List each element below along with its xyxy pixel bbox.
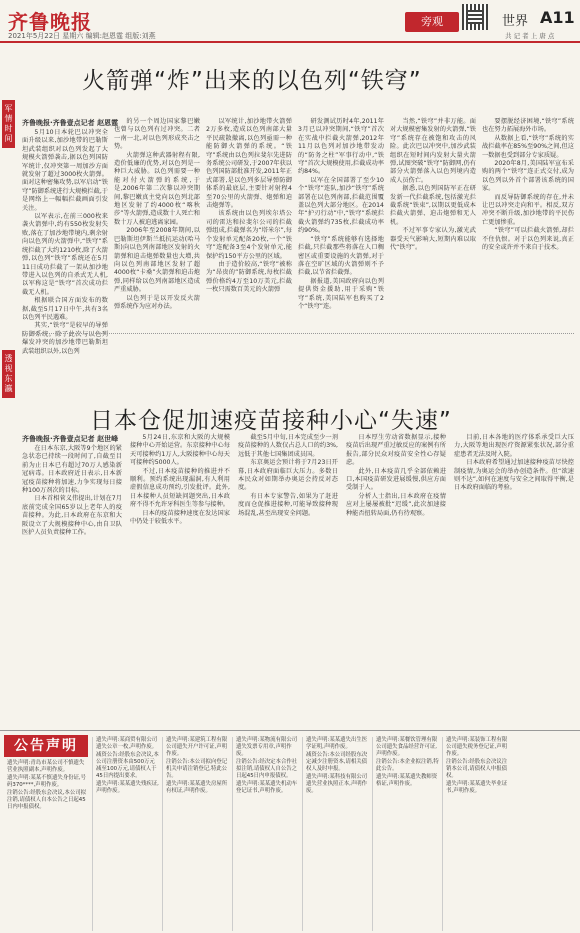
article2-col5: 目前,日本各地的医疗体系承受巨大压力,大阪等地出现医疗资源紧张状况,部分重症患者无法及时入院。 日本政府希望通过加速接种疫苗尽快控制疫情,为奥运会的举办创造条件。但“欲速则不达”,如何在速度与安全之间取得平衡,是日本政府面临的考验。 [454,434,574,492]
article2-col1: 在日本东京,大阪等9个地区的紧急状态已持续一段时间了,自截至目前为止日本已有超过70万人感染新冠病毒。日本政府近日表示,日本新冠疫苗接种将加速,力争实现每日接种100万剂次的目标。 日本首相菅义伟提出,计划在7月底前完成全国65岁以上老年人的疫苗接种。为此,日本政府在东京和大阪设立了大规模接种中心,由自卫队医护人员负责接种工作。 [22,445,122,537]
header-rule [0,41,580,43]
column-tag: 旁观 [405,12,459,32]
notice-col-1: 遗失声明:某商贸有限公司遗失公章一枚,声明作废。 减资公告:经股东会决议,本公司注册资本由500万元减至100万元,请债权人于45日内提出要求。 遗失声明:某某遗失残疾证,声明作废。 [92,737,160,931]
notice-col-3: 遗失声明:某物流有限公司遗失发票专用章,声明作废。 注销公告:经决定本合作社拟注销,请债权人自公告之日起45日内申报债权。 遗失声明:某某遗失机动车登记证书,声明作废。 [232,737,300,931]
notice-col-6: 遗失声明:某装饰工程有限公司遗失税务登记证,声明作废。 注销公告:经股东会决议注销本公司,请债权人申报债权。 遗失声明:某某遗失毕业证书,声明作废。 [442,737,510,931]
article1-headline: 火箭弹“炸”出来的以色列“铁穹” [82,68,422,94]
section-name: 世界 [502,14,529,29]
side-tag-japan: 透视东瀛 [2,350,15,398]
notice-col-2: 遗失声明:某建筑工程有限公司遗失开户许可证,声明作废。 注销公告:本公司拟向登记机关申请注销登记,特此公告。 遗失声明:某某遗失房屋所有权证,声明作废。 [162,737,230,931]
newspaper-logo: 齐鲁晚报 [8,10,92,34]
article1-col5: 当然,“铁穹”并非万能。面对大规模密集发射的火箭弹,“铁穹”系统存在被饱和攻击的风险。此次巴以冲突中,加沙武装组织在短时间内发射大量火箭弹,试图突破“铁穹”防御网,仍有部分火箭弹落入以色列境内造成人员伤亡。 据悉,以色列国防军正在研发新一代拦截系统,包括激光拦截系统“铁束”,以期以更低成本拦截火箭弹、迫击炮弹和无人机。 不过军事专家认为,激光武器受天气影响大,短期内难以取代“铁穹”。 [390,118,476,252]
header-sub: 共 记 者 上 唐 点 [505,32,555,40]
notice-col-4: 遗失声明:某某遗失出生医学证明,声明作废。 减资公告:本公司经股东决定减少注册资本,请相关债权人及时申报。 遗失声明:某科技有限公司遗失营业执照正本,声明作废。 [302,737,370,931]
article2-col3: 截至5月中旬,日本完成至少一剂疫苗接种的人数仅占总人口的约3%,远低于其他七国集团成员国。 东京奥运会预计将于7月23日开幕,日本政府面临巨大压力。多数日本民众对如期举办奥运会持反对态度。 有日本专家警告,如果为了赶进度而仓促推进接种,可能导致接种现场混乱,甚至出现安全问题。 [238,434,338,517]
article1-col3: 以军统计,加沙地带火箭弹2万多枚,造成以色列南部大量平民疏散撤离,以色列亟需一种能防御火箭弹的系统。“铁穹”系统由以色列拉斐尔先进防务系统公司研发,于2007年获以色列国防部批准开发,2011年正式部署,是以色列多层导弹防御体系的最底层,主要针对射程4至70公里的火箭弹、炮弹和迫击炮弹等。 该系统由以色列埃尔塔公司的雷达和拉斐尔公司的拦截弹组成,拦截弹名为“塔米尔”,每个发射单元配备20枚,一个“铁穹”连配备3至4个发射单元,能保护约150平方公里的区域。 由于造价较高,“铁穹”被称为“昂贵的”防御系统,每枚拦截弹价格约4万至10万美元,拦截一枚只需数百美元的火箭弹 [206,118,292,294]
side-tag-military: 军情时间 [2,100,15,148]
notice-col-0: 遗失声明:青岛市某公司不慎遗失营业执照副本,声明作废。 遗失声明:某某不慎遗失身份证,号码370****,声明作废。 注销公告:经股东会决议,本公司拟注销,请债权人自本公告之日起45日内申报债权。 [7,760,86,810]
article-divider [22,333,574,335]
article1-col2: 的另一个周边国家黎巴嫩也曾与以色列有过冲突。二者一南一北,对以色列形成夹击之势。 火箭弹这种武器射程有限,造价低廉的优势,对以色列是一种巨大威胁。以色列需要一种能对付火箭弹的系统,于是,2006年第二次黎以冲突期间,黎巴嫩真主党向以色列北部地区发射了约4000枚“喀秋莎”等火箭弹,造成数十人死亡和数十万人被迫逃离家园。 2006年至2008年期间,以巴勒斯坦伊斯兰抵抗运动(哈马斯)向以色列南部地区发射的火箭弹和迫击炮弹数量也大增,共向以色列南部地区发射了超4000枚“卡桑”火箭弹和迫击炮弹,同样给以色列南部地区造成严重威胁。 以色列于是以开发反火箭弹系统作为应对办法。 [114,118,200,310]
notice-divider [0,730,580,732]
page-number: A11 [540,8,575,27]
notice-col-5: 遗失声明:某餐饮管理有限公司遗失食品经营许可证,声明作废。 注销公告:本企业拟注销,特此公告。 遗失声明:某某遗失教师资格证,声明作废。 [372,737,440,931]
page-header [0,0,580,42]
article2-headline: 日本仓促加速疫苗接种小心“失速” [90,408,452,434]
notice-title: 公告声明 [4,735,88,757]
article2-col4: 日本厚生劳动省数据显示,接种疫苗后出现严重过敏反应的案例有所报告,部分民众对疫苗安全性心存疑虑。 此外,日本疫苗几乎全部依赖进口,本国疫苗研发进展缓慢,供应方面受制于人。 分析人士指出,日本政府在疫情应对上屡屡被批“迟缓”,此次加速接种能否扭转局面,仍有待观察。 [346,434,446,517]
dateline: 2021年5月22日 星期六 编辑:赵恩霆 组版:刘燕 [8,32,156,40]
article2-col2: 5月24日,东京和大阪的大规模接种中心开始运营。东京接种中心每天可接种约1万人,大阪接种中心每天可接种约5000人。 不过,日本疫苗接种的推进并不顺利。预约系统出现漏洞,有人利用虚假信息成功预约,引发批评。此外,日本接种人员短缺问题突出,日本政府不得不允许牙科医生等参与接种。 日本的疫苗接种速度在发达国家中仍处于较低水平。 [130,434,230,526]
article2-byline: 齐鲁晚报·齐鲁壹点记者 赵世峰 [22,435,119,443]
qr-code-icon [462,4,488,30]
article1-col1: 5月10日本轮巴以冲突全面升级以来,加沙地带的巴勒斯坦武装组织对以色列发起了大规模火箭弹袭击,据以色列国防军统计,仅冲突第一周加沙方面就发射了超过3000枚火箭弹。面对这种密集攻势,以军启动“铁穹”防御系统进行大规模拦截,于是网络上一幅幅拦截画面引发关注。 以军表示,在前三000枚来袭火箭弹中,约有550枚发射失败,落在了加沙地带境内,剩余射向以色列的火箭弹中,“铁穹”系统拦截了大约1210枚,除了火箭弹,以色列“铁穹”系统还在5月11日成功拦截了一架从加沙地带进入以色列的自杀式无人机,以军称这是“铁穹”首次成功拦截无人机。 根据联合国方面发布的数据,截至5月17日中午,共有3名以色列平民遇难。 其实,“铁穹”是较早的导弹防御系统。除了此次与以色列爆发冲突的加沙地带巴勒斯坦武装组织以外,以色列 [22,129,108,355]
article1-col6: 要摆脱经济困境,“铁穹”系统也在努力拓展海外市场。 从数据上看,“铁穹”系统的实战拦截率在85%至90%之间,但这一数据也受到部分专家质疑。 2020年8月,美国陆军宣布采购的两个“铁穹”连正式交付,成为以色列以外首个部署该系统的国家。 而反导防御系统的存在,并未让巴以冲突走向和平。相反,双方冲突不断升级,加沙地带的平民伤亡更加惨重。 “铁穹”可以拦截火箭弹,却拦不住仇恨。对于以色列来说,真正的安全或许并不来自于技术。 [482,118,574,252]
article1-byline: 齐鲁晚报·齐鲁壹点记者 赵恩霆 [22,119,119,127]
article1-col4: 研发测试历时4年,2011年3月已以冲突期间,“铁穹”首次在实战中拦截火箭弹,2012年11月以色列对加沙地带发动的“防务之柱”军事行动中,“铁穹”首次大规模使用,拦截成功率约84%。 以军在全国部署了至少10个“铁穹”连队,加沙“铁穹”系统部署在以色列南部,拦截范围覆盖以色列大部分地区。在2014年“护刃行动”中,“铁穹”系统拦截火箭弹约735枚,拦截成功率约90%。 “铁穹”系统能够有选择地拦截,只拦截那些将落在人口稠密区或重要设施的火箭弹,对于落在空旷区域的火箭弹则不予拦截,以节省拦截弹。 据报道,美国政府向以色列提供资金援助,用于采购“铁穹”系统,美国陆军也购买了2个“铁穹”连。 [298,118,384,310]
